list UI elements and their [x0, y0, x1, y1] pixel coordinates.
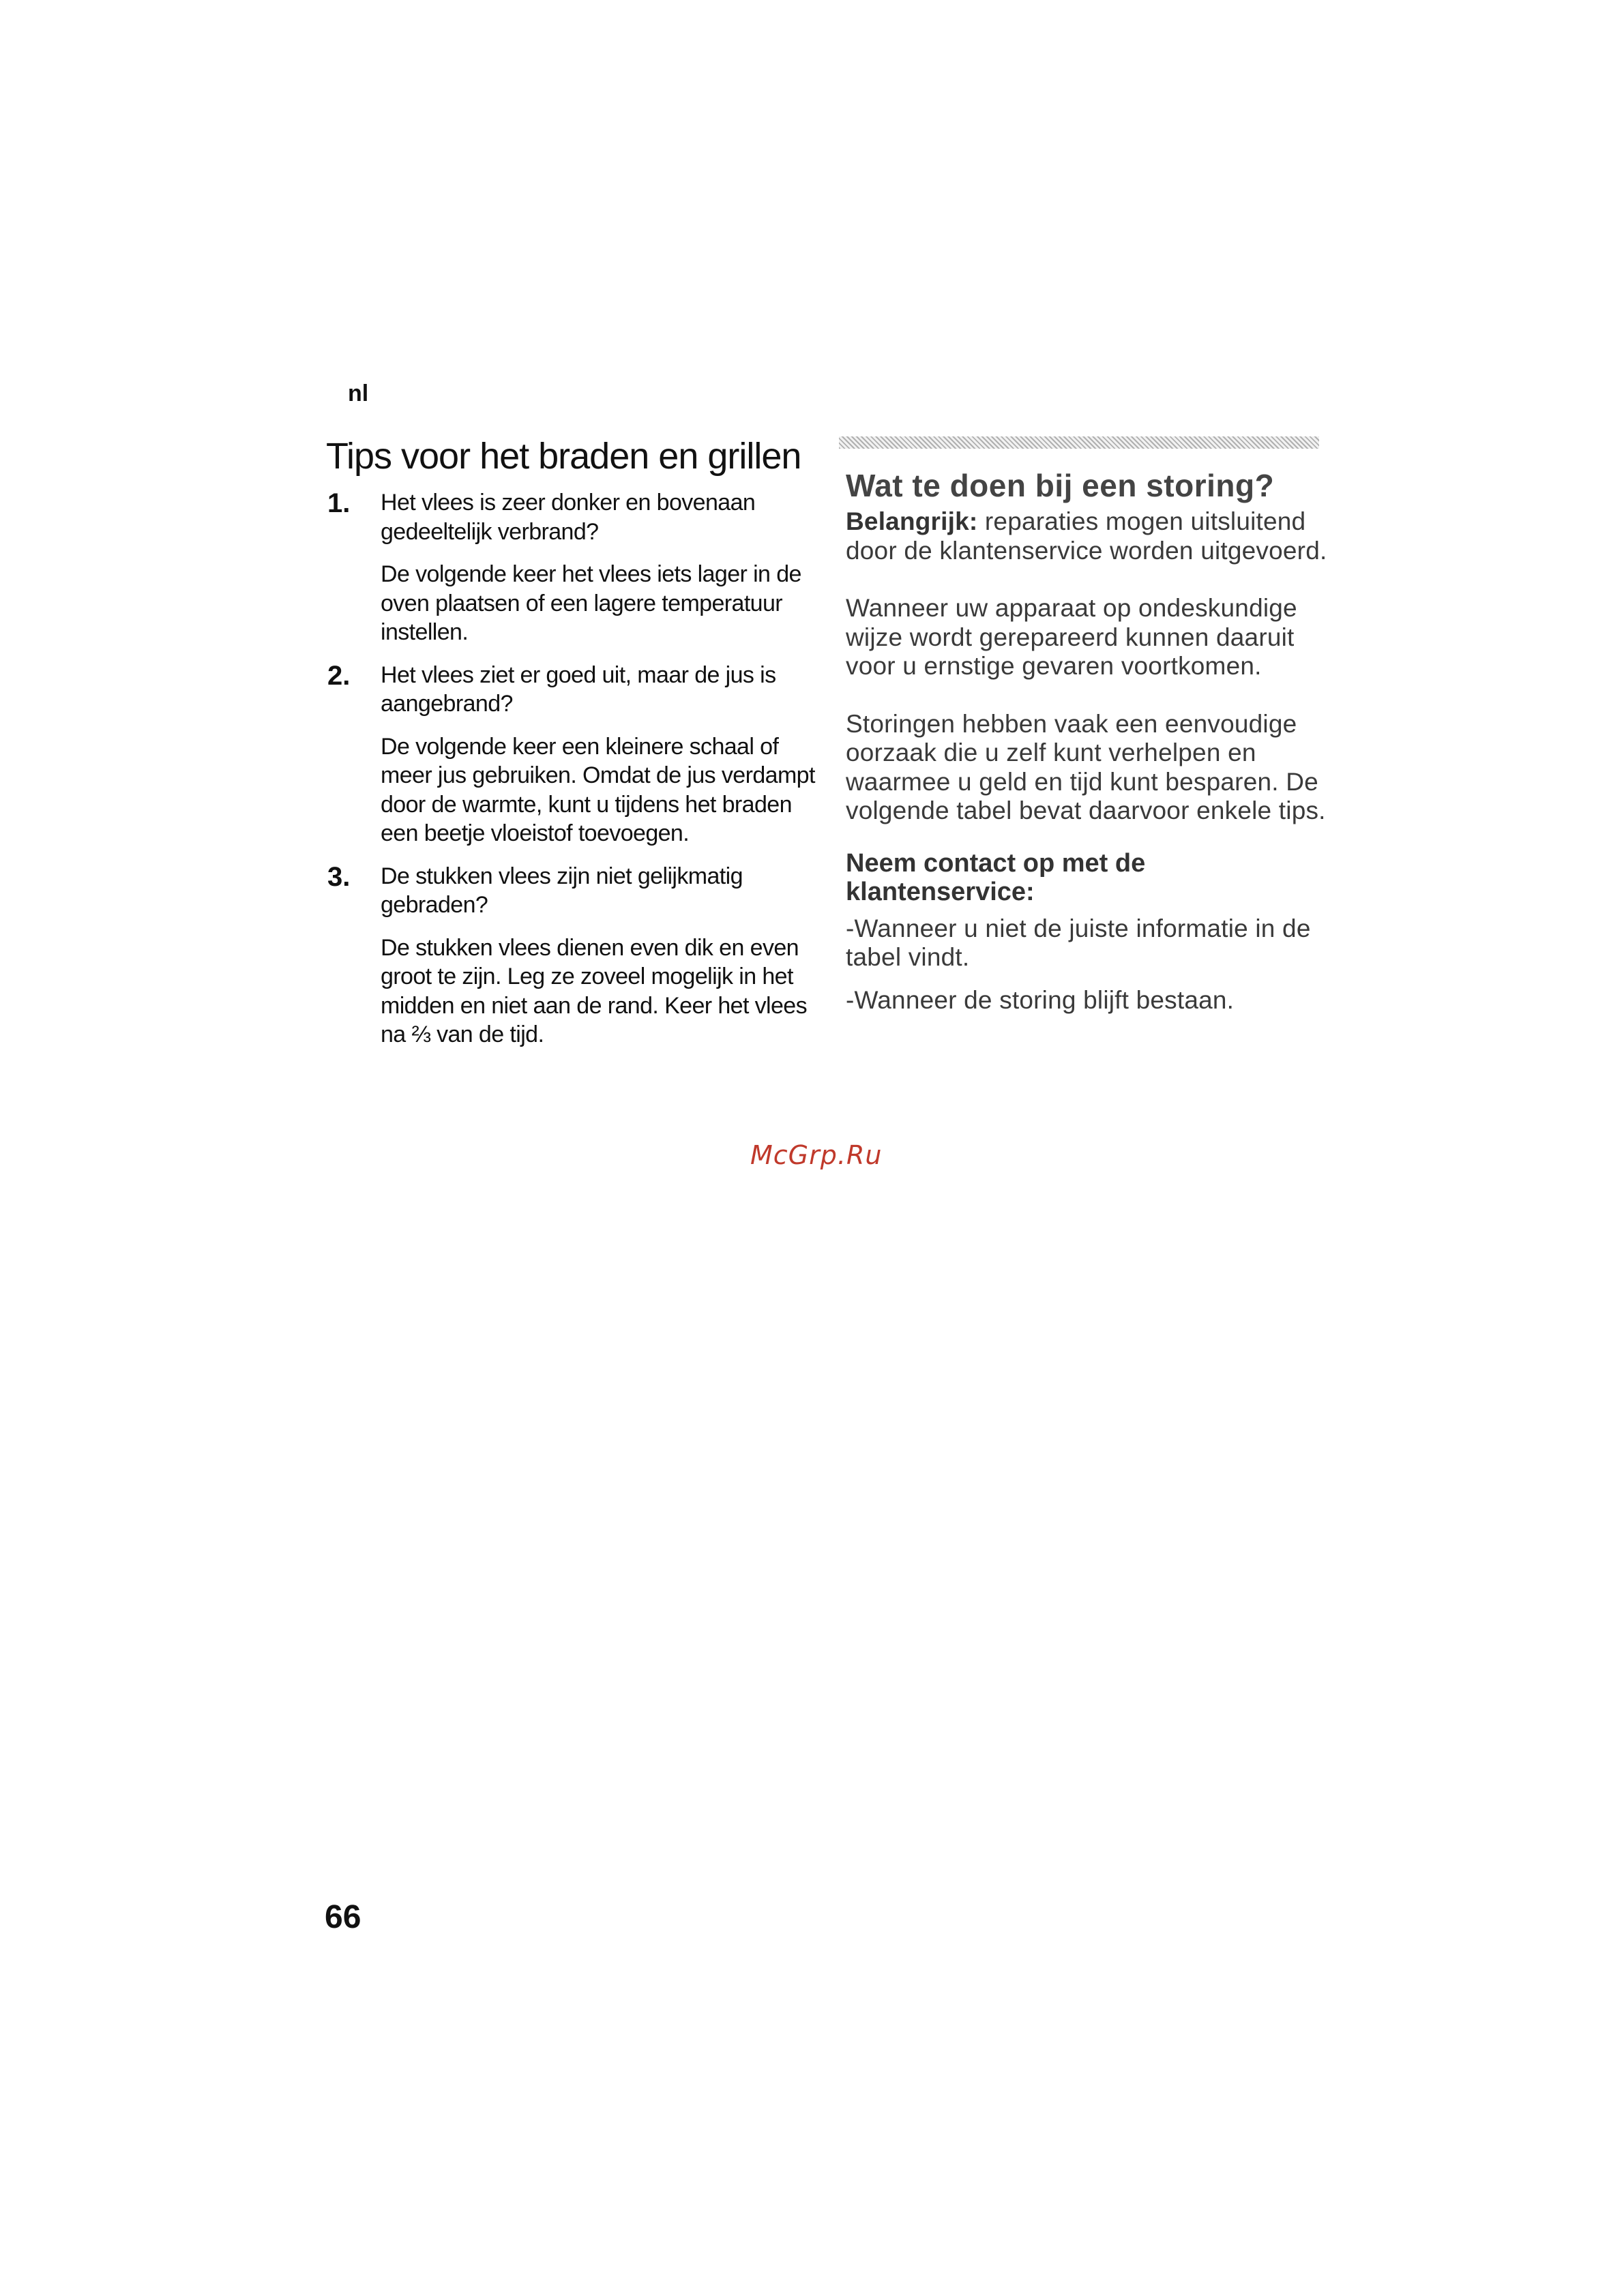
grilling-tips-section	[326, 436, 817, 1063]
troubleshooting-title: Wat te doen bij een storing?	[846, 468, 1275, 503]
tip-number: 3.	[327, 861, 351, 892]
tip-number: 1.	[327, 488, 351, 518]
contact-item: -Wanneer de storing blijft bestaan.	[846, 985, 1235, 1014]
tip-answer: De stukken vlees dienen even dik en even groot te zijn. Leg ze zoveel mogelijk in het midden en niet aan de rand. Keer het vlees na ⅔ van de tijd.	[381, 934, 808, 1047]
tip-body	[381, 488, 817, 661]
tip-question: De stukken vlees zijn niet gelijkmatig gebraden?	[381, 863, 743, 918]
important-note	[846, 507, 1330, 565]
troubleshooting-section	[846, 436, 1330, 1028]
tip-number: 2.	[327, 660, 351, 691]
important-label: Belangrijk:	[846, 507, 978, 535]
page-number: 66	[325, 1899, 361, 1935]
tip-body	[381, 862, 817, 1063]
info-paragraph: Storingen hebben vaak een eenvoudige oorzaak die u zelf kunt verhelpen en waarmee u geld en tijd kunt besparen. De volgende tabel bevat daarvoor enkele tips.	[846, 709, 1326, 824]
section-divider-bar	[839, 436, 1319, 449]
contact-heading: Neem contact op met de klantenservice:	[846, 848, 1146, 906]
tip-question: Het vlees ziet er goed uit, maar de jus is aangebrand?	[381, 661, 776, 717]
tip-question: Het vlees is zeer donker en bovenaan gedeeltelijk verbrand?	[381, 490, 756, 545]
warning-paragraph: Wanneer uw apparaat op ondeskundige wijze wordt gerepareerd kunnen daaruit voor u ernstige gevaren voortkomen.	[846, 594, 1297, 680]
tip-answer: De volgende keer een kleinere schaal of meer jus gebruiken. Omdat de jus verdampt door de warmte, kunt u tijdens het braden een beetje vloeistof toevoegen.	[381, 733, 815, 846]
language-marker: nl	[348, 381, 369, 406]
tip-body	[381, 661, 817, 862]
tip-item	[326, 661, 817, 862]
tip-item	[326, 488, 817, 661]
important-text: reparaties mogen uitsluitend door de klantenservice worden uitgevoerd.	[846, 507, 1327, 565]
section-title: Tips voor het braden en grillen	[326, 436, 801, 477]
tip-answer: De volgende keer het vlees iets lager in de oven plaatsen of een lagere temperatuur instellen.	[381, 561, 801, 645]
tip-item	[326, 862, 817, 1063]
contact-item: -Wanneer u niet de juiste informatie in de tabel vindt.	[846, 914, 1311, 971]
watermark: McGrp.Ru	[750, 1140, 883, 1170]
